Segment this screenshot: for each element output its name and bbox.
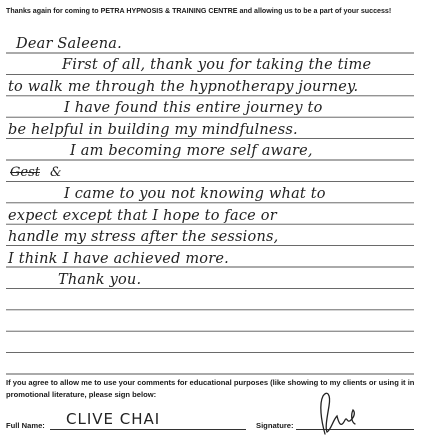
letter-line: I think I have achieved more. xyxy=(8,251,229,267)
signature-label: Signature: xyxy=(256,421,294,430)
signature-image xyxy=(311,390,371,436)
thank-you-header: Thanks again for coming to PETRA HYPNOSIS & TRAINING CENTRE and allowing us to be a part of your success! xyxy=(6,7,392,15)
signature-row xyxy=(6,408,420,438)
handwritten-letter xyxy=(8,33,413,368)
full-name-underline xyxy=(50,429,246,430)
full-name-value[interactable]: CLIVE CHAI xyxy=(66,410,161,428)
insert-mark: & xyxy=(50,165,62,180)
letter-closing: Thank you. xyxy=(58,272,142,288)
letter-salutation: Dear Saleena. xyxy=(16,36,122,52)
letter-line: expect except that I hope to face or xyxy=(8,208,277,224)
consent-text: If you agree to allow me to use your comments for educational purposes (like showing to my clients or using it in promotional literature, please sign below: xyxy=(6,378,415,399)
letter-line: I am becoming more self aware, xyxy=(70,143,313,159)
crossed-out-word: Gest xyxy=(10,165,40,180)
letter-line: handle my stress after the sessions, xyxy=(8,229,279,245)
letter-line: First of all, thank you for taking the time xyxy=(62,57,372,73)
letter-line: be helpful in building my mindfulness. xyxy=(8,122,298,138)
letter-line: to walk me through the hypnotherapy journey. xyxy=(8,79,359,95)
letter-line: I came to you not knowing what to xyxy=(64,186,326,202)
full-name-label: Full Name: xyxy=(6,421,45,430)
letter-line: I have found this entire journey to xyxy=(64,100,323,116)
